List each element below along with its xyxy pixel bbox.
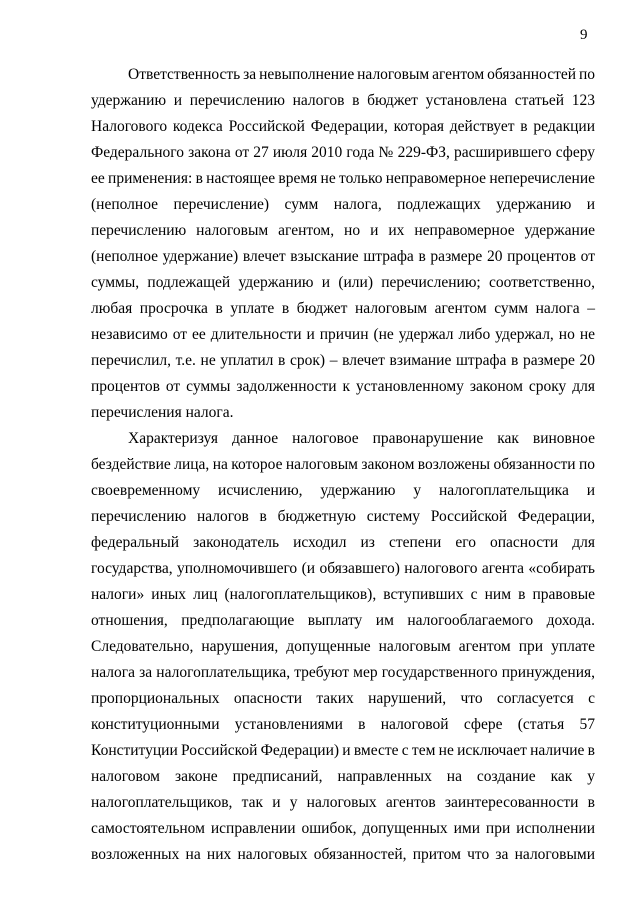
text-line: Ответственность за невыполнение налоговым агентом обязанностей по (128, 66, 595, 83)
text-line: процентов от суммы задолженности к установленному законом сроку для (91, 378, 595, 395)
text-line: конституционными установлениями в налоговой сфере (статья 57 (91, 716, 595, 733)
text-line: перечислил, т.е. не уплатил в срок) – влечет взимание штрафа в размере 20 (91, 352, 595, 369)
text-line: перечислению налогов в бюджетную систему Российской Федерации, (91, 508, 595, 525)
text-line: возложенных на них налоговых обязанностей, притом что за налоговыми (91, 846, 595, 863)
text-line: перечислению налоговым агентом, но и их неправомерное удержание (91, 222, 595, 239)
text-line: Налогового кодекса Российской Федерации, которая действует в редакции (91, 118, 595, 135)
text-line: любая просрочка в уплате в бюджет налоговым агентом сумм налога – (91, 300, 595, 317)
text-line: Следовательно, нарушения, допущенные налоговым агентом при уплате (91, 638, 595, 655)
paragraph-2 (91, 426, 595, 868)
text-line: государства, уполномочившего (и обязавшего) налогового агента «собирать (91, 560, 595, 577)
text-line: суммы, подлежащей удержанию и (или) перечислению; соответственно, (91, 274, 595, 291)
text-line: Конституции Российской Федерации) и вместе с тем не исключает наличие в (91, 742, 595, 759)
text-line: налогоплательщиков, так и у налоговых агентов заинтересованности в (91, 794, 595, 811)
text-line: Характеризуя данное налоговое правонарушение как виновное (128, 430, 595, 447)
text-line: отношения, предполагающие выплату им налогооблагаемого дохода. (91, 612, 595, 629)
text-line: пропорциональных опасности таких нарушений, что согласуется с (91, 690, 595, 707)
text-line: (неполное удержание) влечет взыскание штрафа в размере 20 процентов от (91, 248, 595, 265)
text-line: налоговом законе предписаний, направленных на создание как у (91, 768, 595, 785)
text-line: федеральный законодатель исходил из степени его опасности для (91, 534, 595, 551)
text-line: своевременному исчислению, удержанию у налогоплательщика и (91, 482, 595, 499)
text-line: ее применения: в настоящее время не только неправомерное неперечисление (91, 170, 595, 187)
page-number: 9 (580, 27, 588, 43)
text-line: независимо от ее длительности и причин (не удержал либо удержал, но не (91, 326, 595, 343)
text-line: перечисления налога. (91, 404, 234, 421)
text-line: (неполное перечисление) сумм налога, подлежащих удержанию и (91, 196, 595, 213)
text-line: налоги» иных лиц (налогоплательщиков), вступивших с ним в правовые (91, 586, 595, 603)
text-line: удержанию и перечислению налогов в бюджет установлена статьей 123 (91, 92, 595, 109)
text-line: Федерального закона от 27 июля 2010 года № 229-ФЗ, расширившего сферу (91, 144, 595, 161)
text-line: бездействие лица, на которое налоговым законом возложены обязанности по (91, 456, 595, 473)
paragraph-1 (91, 62, 595, 426)
text-line: самостоятельном исправлении ошибок, допущенных ими при исполнении (91, 820, 595, 837)
text-line: налога за налогоплательщика, требуют мер государственного принуждения, (91, 664, 595, 681)
document-body (91, 62, 595, 868)
